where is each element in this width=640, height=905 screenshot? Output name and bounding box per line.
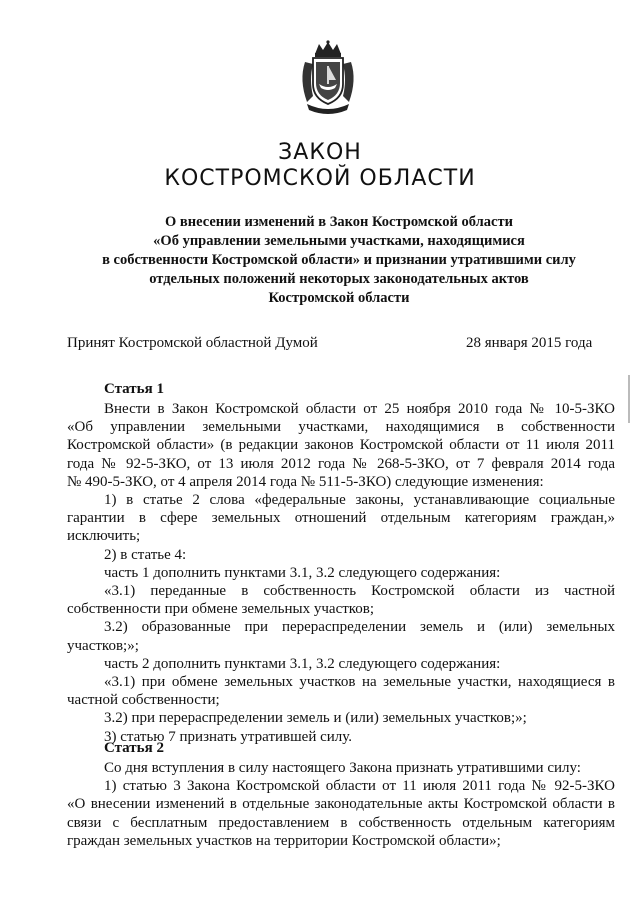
- scan-margin-mark: [628, 375, 630, 423]
- paragraph-line: собственности при обмене земельных участков;: [67, 601, 375, 618]
- paragraph-line: часть 1 дополнить пунктами 3.1, 3.2 следующего содержания:: [104, 564, 501, 581]
- heading-line: в собственности Костромской области» и признании утратившими силу: [102, 252, 576, 268]
- coat-of-arms-emblem: [297, 40, 359, 114]
- paragraph-line: года № 92-5-ЗКО, от 13 июля 2012 года № 268-5-ЗКО, от 7 февраля 2014 года: [67, 455, 615, 472]
- paragraph-line: «О внесении изменений в отдельные законодательные акты Костромской области в: [67, 796, 615, 813]
- heading-line: «Об управлении земельными участками, находящимися: [153, 233, 525, 249]
- article-1-body: [67, 400, 615, 746]
- paragraph-line: Костромской области» (в редакции законов Костромской области от 11 июля 2011: [67, 437, 615, 454]
- paragraph-line: связи с бесплатным предоставлением в собственность отдельным категориям: [67, 814, 615, 831]
- paragraph-line: «3.1) переданные в собственность Костромской области из частной: [104, 583, 615, 600]
- paragraph-line: № 490-5-ЗКО, от 4 апреля 2014 года № 511-5-ЗКО) следующие изменения:: [67, 473, 544, 490]
- heading-line: О внесении изменений в Закон Костромской области: [165, 214, 513, 230]
- adopted-date: 28 января 2015 года: [466, 335, 593, 351]
- paragraph-line: 1) статью 3 Закона Костромской области от 11 июля 2011 года № 92-5-ЗКО: [104, 778, 615, 795]
- region-title: КОСТРОМСКОЙ ОБЛАСТИ: [164, 166, 476, 191]
- paragraph-line: 2) в статье 4:: [104, 546, 187, 563]
- paragraph-line: часть 2 дополнить пунктами 3.1, 3.2 следующего содержания:: [104, 655, 501, 672]
- law-heading: [100, 213, 578, 308]
- paragraph-line: гарантии в сфере земельных отношений отдельным категориям граждан,»: [67, 510, 615, 527]
- paragraph-line: исключить;: [67, 528, 141, 545]
- adopted-by: Принят Костромской областной Думой: [67, 335, 318, 351]
- paragraph-line: 3.2) при перераспределении земель и (или) земельных участков;»;: [104, 710, 527, 727]
- article-2-heading: Статья 2: [104, 740, 164, 756]
- article-1-heading: Статья 1: [104, 381, 164, 397]
- paragraph-line: 1) в статье 2 слова «федеральные законы, устанавливающие социальные: [104, 492, 615, 509]
- paragraph-line: граждан земельных участков на территории Костромской области»;: [67, 832, 501, 849]
- paragraph-line: «Об управлении земельными участками, находящимися в собственности: [67, 419, 615, 436]
- paragraph-line: «3.1) при обмене земельных участков на земельные участки, находящиеся в: [104, 674, 615, 691]
- heading-line: Костромской области: [268, 290, 410, 306]
- paragraph-line: Со дня вступления в силу настоящего Закона признать утратившими силу:: [104, 760, 581, 776]
- article-2-body: [67, 759, 615, 850]
- heading-line: отдельных положений некоторых законодательных актов: [149, 271, 529, 287]
- paragraph-line: частной собственности;: [67, 692, 220, 709]
- law-title: ЗАКОН: [278, 140, 362, 165]
- paragraph-line: 3) статью 7 признать утратившей силу.: [104, 728, 353, 745]
- paragraph-line: Внести в Закон Костромской области от 25 ноября 2010 года № 10-5-ЗКО: [104, 401, 615, 417]
- paragraph-line: участков;»;: [67, 637, 139, 654]
- paragraph-line: 3.2) образованные при перераспределении земель и (или) земельных: [104, 619, 615, 636]
